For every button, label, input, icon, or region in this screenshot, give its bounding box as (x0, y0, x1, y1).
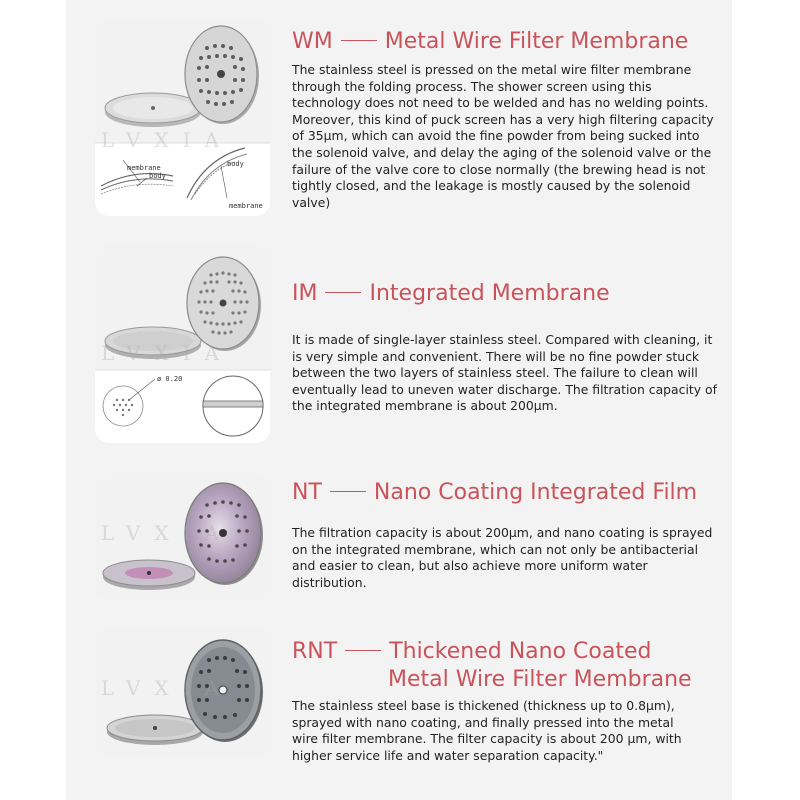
membrane-label-2: membrane (229, 202, 263, 210)
body-label-2: body (227, 160, 244, 168)
rnt-heading (292, 638, 722, 666)
rnt-title: Thickened Nano Coated (389, 639, 652, 664)
im-heading (292, 280, 722, 308)
rnt-section (292, 638, 722, 764)
watermark: LVXIA (101, 521, 233, 545)
nt-heading (292, 479, 722, 507)
im-section (292, 280, 722, 415)
hole-size-label: ø 0.20 (157, 375, 183, 383)
nt-section (292, 479, 722, 591)
heading-dash (330, 491, 366, 492)
nt-image-card (95, 473, 270, 601)
watermark: LVXIA (101, 676, 233, 700)
watermark: LVXIA (101, 128, 233, 152)
wm-code: WM (292, 29, 333, 54)
im-title: Integrated Membrane (369, 281, 610, 306)
watermark: LVXIA (101, 341, 233, 365)
wm-product-illustration (95, 18, 270, 216)
rnt-description: The stainless steel base is thickened (thickness up to 0.8μm), sprayed with nano coating, and finally pressed into the metal wire filter membrane. The filter capacity is about 200 μm, with higher service life and water separation capacity." (292, 698, 682, 763)
nt-code: NT (292, 480, 322, 505)
im-description: It is made of single-layer stainless steel. Compared with cleaning, it is very simple and convenient. There will be no fine powder stuck between the two layers of stainless steel. The failure to clean will eventually lead to uneven water discharge. The filtration capacity of the integrated membrane is about 200μm. (292, 332, 717, 414)
im-code: IM (292, 281, 318, 306)
wm-heading (292, 28, 722, 56)
wm-title: Metal Wire Filter Membrane (384, 29, 689, 54)
heading-dash (345, 650, 381, 651)
rnt-title-line-2: Metal Wire Filter Membrane (388, 667, 692, 692)
wm-section (292, 28, 722, 211)
heading-dash (325, 292, 361, 293)
wm-description: The stainless steel is pressed on the metal wire filter membrane through the folding process. The shower screen using this technology does not need to be welded and has no welding points. Moreover, this kind of puck screen has a very high filtering capacity of 35μm, which can avoid the fine powder from being sucked into the solenoid valve, and delay the aging of the solenoid valve or the failure of the valve core to close normally (the brewing head is not tightly closed, and the leakage is mostly caused by the solenoid valve) (292, 62, 714, 210)
nt-description: The filtration capacity is about 200μm, and nano coating is sprayed on the integrated membrane, which can not only be antibacterial and easier to clean, but also achieve more uniform water distribution. (292, 525, 713, 590)
im-image-card (95, 245, 270, 443)
heading-dash (341, 40, 377, 41)
membrane-label: membrane (127, 164, 161, 172)
rnt-image-card (95, 628, 270, 756)
nt-title: Nano Coating Integrated Film (373, 480, 698, 505)
body-label: body (149, 172, 166, 180)
rnt-code: RNT (292, 639, 338, 664)
wm-image-card (95, 18, 270, 216)
